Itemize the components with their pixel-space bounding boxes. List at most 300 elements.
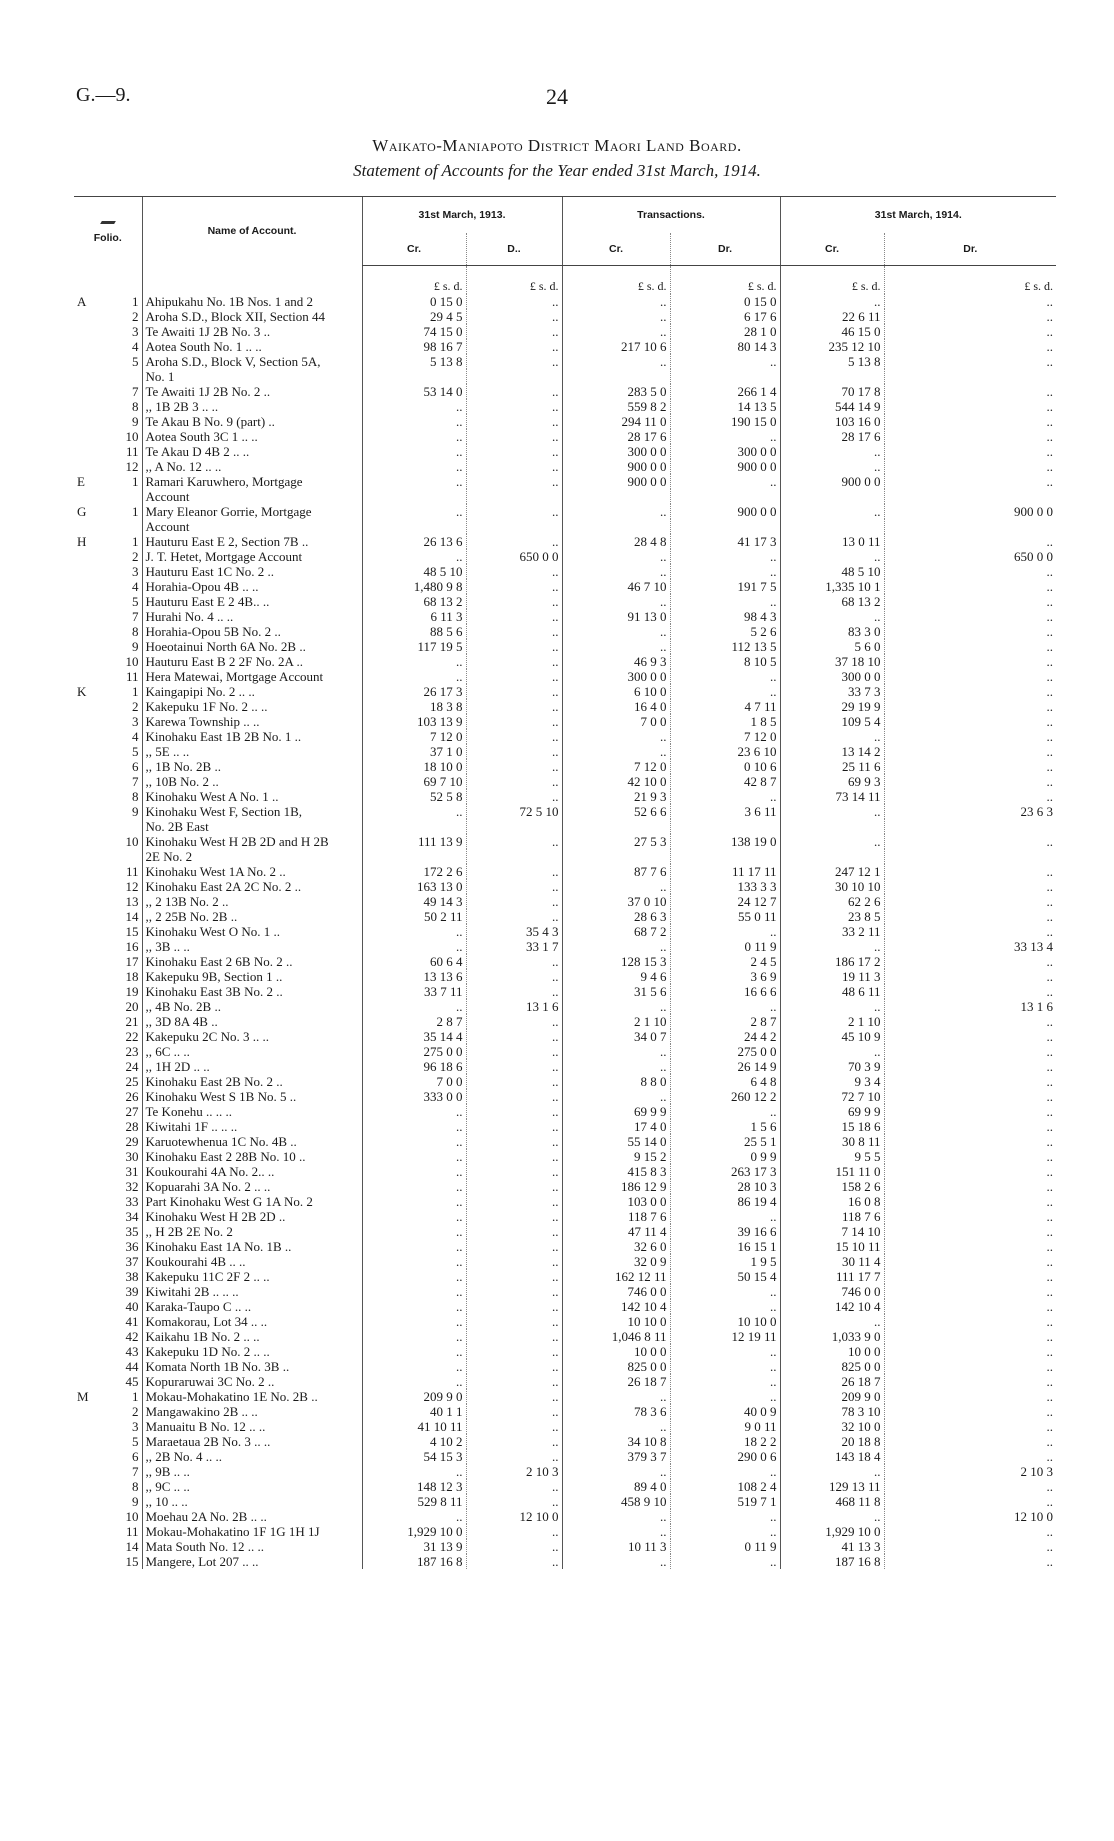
cr-1913-cell: 49 14 3 (362, 894, 466, 909)
cr-header-1913: Cr. (362, 233, 466, 266)
cr-transactions-cell: 300 0 0 (562, 444, 670, 459)
dr-1914-cell (884, 519, 1056, 534)
cr-1914-cell: 70 3 9 (780, 1059, 884, 1074)
cr-transactions-cell: 746 0 0 (562, 1284, 670, 1299)
table-row (74, 1404, 1056, 1419)
dr-header-1914: Dr. (884, 233, 1056, 266)
account-name-cell: Manuaitu B No. 12 .. .. (142, 1419, 362, 1434)
dr-transactions-cell: 86 19 4 (670, 1194, 780, 1209)
cr-1913-cell: 33 7 11 (362, 984, 466, 999)
account-name-cell: Koukourahi 4B .. .. (142, 1254, 362, 1269)
dr-1913-cell: .. (466, 1479, 562, 1494)
cr-1913-cell: 0 15 0 (362, 294, 466, 309)
cr-1914-cell: 235 12 10 (780, 339, 884, 354)
dr-1914-cell: .. (884, 459, 1056, 474)
dr-1914-cell: .. (884, 1014, 1056, 1029)
cr-1913-cell: .. (362, 1239, 466, 1254)
account-name-cell: ,, 3B .. .. (142, 939, 362, 954)
dr-1913-cell: .. (466, 1239, 562, 1254)
table-row (74, 1554, 1056, 1569)
table-row (74, 984, 1056, 999)
account-name-cell: Kiwitahi 2B .. .. .. (142, 1284, 362, 1299)
folio-number-cell (112, 819, 142, 834)
table-row (74, 1134, 1056, 1149)
cr-transactions-cell: 8 8 0 (562, 1074, 670, 1089)
dr-1913-cell: .. (466, 1494, 562, 1509)
dr-1913-cell: .. (466, 594, 562, 609)
folio-letter-cell: E (77, 474, 85, 489)
dr-1913-cell: .. (466, 894, 562, 909)
cr-1914-cell: 15 18 6 (780, 1119, 884, 1134)
cr-1913-cell: 96 18 6 (362, 1059, 466, 1074)
account-name-cell: Kiwitahi 1F .. .. .. (142, 1119, 362, 1134)
folio-number-cell: 39 (125, 1284, 139, 1299)
folio-number-cell: 36 (125, 1239, 139, 1254)
account-name-cell: Kinohaku East 2 28B No. 10 .. (142, 1149, 362, 1164)
dr-1913-cell: .. (466, 1419, 562, 1434)
dr-transactions-cell: .. (670, 474, 780, 489)
dr-1914-cell: .. (884, 579, 1056, 594)
dr-transactions-cell (670, 849, 780, 864)
cr-transactions-cell: 91 13 0 (562, 609, 670, 624)
dr-1914-cell: 650 0 0 (884, 549, 1056, 564)
accounts-table (74, 196, 1056, 1569)
dr-1913-cell: .. (466, 1359, 562, 1374)
table-row (74, 1239, 1056, 1254)
cr-1913-cell: .. (362, 1164, 466, 1179)
folio-letter-cell (74, 309, 112, 324)
cr-1913-cell: 333 0 0 (362, 1089, 466, 1104)
table-row (74, 1164, 1056, 1179)
cr-1914-cell: 746 0 0 (780, 1284, 884, 1299)
table-row (74, 939, 1056, 954)
table-row (74, 1449, 1056, 1464)
cr-1913-cell: 1,480 9 8 (362, 579, 466, 594)
cr-1913-cell: 37 1 0 (362, 744, 466, 759)
dr-transactions-cell: 39 16 6 (670, 1224, 780, 1239)
cr-1914-cell: 247 12 1 (780, 864, 884, 879)
table-row (74, 624, 1056, 639)
folio-letter-cell (74, 1014, 112, 1029)
dr-1914-cell: .. (884, 759, 1056, 774)
dr-1913-cell: .. (466, 1059, 562, 1074)
cr-transactions-cell: 17 4 0 (562, 1119, 670, 1134)
table-row (74, 1254, 1056, 1269)
account-name-cell: Mokau-Mohakatino 1E No. 2B .. (142, 1389, 362, 1404)
cr-transactions-cell: 32 0 9 (562, 1254, 670, 1269)
dr-1913-cell: .. (466, 1104, 562, 1119)
dr-1913-cell: .. (466, 1389, 562, 1404)
cr-1913-cell: 53 14 0 (362, 384, 466, 399)
cr-transactions-cell: 900 0 0 (562, 474, 670, 489)
folio-number-cell: 35 (125, 1224, 139, 1239)
account-name-cell: ,, 10B No. 2 .. (142, 774, 362, 789)
cr-1914-cell: 15 10 11 (780, 1239, 884, 1254)
dr-1914-cell (884, 819, 1056, 834)
dr-transactions-cell: .. (670, 1359, 780, 1374)
dr-1913-cell: .. (466, 879, 562, 894)
cr-transactions-cell: .. (562, 1524, 670, 1539)
dr-1914-cell: .. (884, 1224, 1056, 1239)
folio-number-cell: 5 (132, 1434, 139, 1449)
folio-number-cell: 9 (132, 414, 139, 429)
folio-number-cell: 10 (125, 429, 139, 444)
dr-transactions-cell: 41 17 3 (670, 534, 780, 549)
cr-transactions-cell: 34 0 7 (562, 1029, 670, 1044)
cr-1913-cell: .. (362, 399, 466, 414)
dr-1914-cell: .. (884, 1164, 1056, 1179)
cr-1914-cell: 29 19 9 (780, 699, 884, 714)
unit-label: £ s. d. (466, 266, 562, 295)
dr-1913-cell: .. (466, 1014, 562, 1029)
cr-transactions-cell: 379 3 7 (562, 1449, 670, 1464)
dr-1914-cell: .. (884, 879, 1056, 894)
cr-transactions-cell: .. (562, 624, 670, 639)
table-row (74, 864, 1056, 879)
cr-1913-cell: 5 13 8 (362, 354, 466, 369)
table-row (74, 774, 1056, 789)
account-name-cell: Kopuraruwai 3C No. 2 .. (142, 1374, 362, 1389)
dr-1913-cell: .. (466, 909, 562, 924)
dr-transactions-cell: 16 15 1 (670, 1239, 780, 1254)
dr-1914-cell: .. (884, 1359, 1056, 1374)
cr-1914-cell: 48 6 11 (780, 984, 884, 999)
folio-number-cell: 11 (125, 864, 139, 879)
folio-letter-cell (74, 414, 112, 429)
cr-header-transactions: Cr. (562, 233, 670, 266)
cr-transactions-cell: 46 7 10 (562, 579, 670, 594)
dr-1914-cell (884, 369, 1056, 384)
folio-letter-cell: K (77, 684, 87, 699)
dr-1914-cell: .. (884, 909, 1056, 924)
folio-number-cell: 31 (125, 1164, 139, 1179)
dr-1913-cell: .. (466, 984, 562, 999)
cr-1914-cell: .. (780, 294, 884, 309)
dr-1914-cell: .. (884, 624, 1056, 639)
cr-1914-cell: .. (780, 804, 884, 819)
dr-1914-cell: .. (884, 444, 1056, 459)
dr-1913-cell: .. (466, 1089, 562, 1104)
account-name-cell: Mata South No. 12 .. .. (142, 1539, 362, 1554)
cr-1914-cell: 69 9 3 (780, 774, 884, 789)
table-row (74, 1524, 1056, 1539)
account-name-cell: Komata North 1B No. 3B .. (142, 1359, 362, 1374)
cr-transactions-cell: .. (562, 639, 670, 654)
cr-1914-cell: 300 0 0 (780, 669, 884, 684)
table-row (74, 954, 1056, 969)
folio-letter-cell (74, 1434, 112, 1449)
dr-transactions-cell: .. (670, 1104, 780, 1119)
dr-1914-cell: .. (884, 864, 1056, 879)
dr-transactions-cell: 4 7 11 (670, 699, 780, 714)
dr-transactions-cell (670, 819, 780, 834)
account-name-cell: ,, 4B No. 2B .. (142, 999, 362, 1014)
folio-letter-cell (74, 1044, 112, 1059)
dr-transactions-cell: .. (670, 1374, 780, 1389)
cr-transactions-cell: .. (562, 504, 670, 519)
cr-1913-cell: .. (362, 924, 466, 939)
dr-transactions-cell: 1 8 5 (670, 714, 780, 729)
dr-1914-cell (884, 849, 1056, 864)
cr-transactions-cell: 31 5 6 (562, 984, 670, 999)
cr-1914-cell: .. (780, 504, 884, 519)
cr-1914-cell: 9 3 4 (780, 1074, 884, 1089)
dr-transactions-cell: .. (670, 999, 780, 1014)
dr-1913-cell (466, 519, 562, 534)
dr-1913-cell: .. (466, 414, 562, 429)
table-row (74, 804, 1056, 819)
dr-1914-cell: 23 6 3 (884, 804, 1056, 819)
table-row (74, 684, 1056, 699)
folio-letter-cell (74, 864, 112, 879)
folio-letter-cell (74, 834, 112, 849)
dr-header-1913: D.. (466, 233, 562, 266)
cr-1913-cell: 7 0 0 (362, 1074, 466, 1089)
dr-1913-cell: .. (466, 1164, 562, 1179)
folio-letter-cell (74, 1464, 112, 1479)
account-name-cell: Kakepuku 1D No. 2 .. .. (142, 1344, 362, 1359)
cr-transactions-cell: .. (562, 549, 670, 564)
account-name-cell: Kakepuku 1F No. 2 .. .. (142, 699, 362, 714)
table-row (74, 1029, 1056, 1044)
cr-1914-cell: 16 0 8 (780, 1194, 884, 1209)
dr-1913-cell: .. (466, 339, 562, 354)
dr-1913-cell: .. (466, 1194, 562, 1209)
cr-1913-cell: .. (362, 1359, 466, 1374)
table-row (74, 999, 1056, 1014)
table-row (74, 1539, 1056, 1554)
cr-transactions-cell: 37 0 10 (562, 894, 670, 909)
dr-1913-cell: .. (466, 429, 562, 444)
cr-1913-cell (362, 489, 466, 504)
cr-transactions-cell: .. (562, 1059, 670, 1074)
cr-1913-cell: .. (362, 1119, 466, 1134)
folio-number-cell: 2 (132, 309, 139, 324)
folio-letter-cell (74, 819, 112, 834)
cr-1914-cell: 78 3 10 (780, 1404, 884, 1419)
dr-1914-cell: .. (884, 714, 1056, 729)
cr-transactions-cell: 118 7 6 (562, 1209, 670, 1224)
dr-1913-cell: .. (466, 1044, 562, 1059)
cr-1914-cell: 20 18 8 (780, 1434, 884, 1449)
folio-letter-cell (74, 879, 112, 894)
table-row (74, 894, 1056, 909)
dash-mark (100, 221, 116, 224)
cr-1914-cell: 83 3 0 (780, 624, 884, 639)
cr-1913-cell: 209 9 0 (362, 1389, 466, 1404)
dr-1913-cell: .. (466, 1029, 562, 1044)
account-name-cell: Te Awaiti 1J 2B No. 2 .. (142, 384, 362, 399)
dr-1913-cell: .. (466, 789, 562, 804)
folio-number-cell: 8 (132, 1479, 139, 1494)
dr-1913-cell: .. (466, 744, 562, 759)
cr-1914-cell: 33 2 11 (780, 924, 884, 939)
cr-1914-cell: 9 5 5 (780, 1149, 884, 1164)
dr-1913-cell: .. (466, 759, 562, 774)
cr-transactions-cell: .. (562, 729, 670, 744)
dr-1913-cell: .. (466, 969, 562, 984)
cr-1914-cell: 70 17 8 (780, 384, 884, 399)
table-row (74, 489, 1056, 504)
cr-1913-cell: 88 5 6 (362, 624, 466, 639)
table-row (74, 339, 1056, 354)
folio-number-cell: 1 (132, 684, 139, 699)
folio-number-cell: 20 (125, 999, 139, 1014)
cr-1913-cell: 29 4 5 (362, 309, 466, 324)
dr-1914-cell: .. (884, 744, 1056, 759)
unit-label: £ s. d. (780, 266, 884, 295)
cr-transactions-cell: .. (562, 354, 670, 369)
account-name-cell: Hauturu East 1C No. 2 .. (142, 564, 362, 579)
account-name-cell: Mary Eleanor Gorrie, Mortgage (142, 504, 362, 519)
folio-number-cell: 14 (125, 909, 139, 924)
account-name-cell: Te Akau D 4B 2 .. .. (142, 444, 362, 459)
dr-1914-cell: .. (884, 399, 1056, 414)
account-name-cell: Horahia-Opou 5B No. 2 .. (142, 624, 362, 639)
folio-number-cell: 33 (125, 1194, 139, 1209)
folio-letter-cell (74, 954, 112, 969)
cr-1914-cell: 72 7 10 (780, 1089, 884, 1104)
table-row (74, 369, 1056, 384)
table-row (74, 519, 1056, 534)
dr-1913-cell (466, 819, 562, 834)
folio-letter-cell (74, 489, 112, 504)
cr-1913-cell: .. (362, 1104, 466, 1119)
dr-1914-cell: .. (884, 834, 1056, 849)
dr-1913-cell: .. (466, 1149, 562, 1164)
cr-1913-cell: .. (362, 1269, 466, 1284)
account-name-cell: Aroha S.D., Block V, Section 5A, (142, 354, 362, 369)
folio-letter-cell (74, 1059, 112, 1074)
cr-1913-cell: .. (362, 669, 466, 684)
cr-transactions-cell: .. (562, 294, 670, 309)
folio-number-cell: 45 (125, 1374, 139, 1389)
dr-1914-cell: .. (884, 384, 1056, 399)
unit-row (74, 266, 1056, 295)
folio-letter-cell (74, 579, 112, 594)
folio-letter-cell (74, 1494, 112, 1509)
dr-1913-cell: .. (466, 1119, 562, 1134)
dr-1914-cell: .. (884, 984, 1056, 999)
folio-letter-cell (74, 1149, 112, 1164)
dr-1914-cell: .. (884, 1404, 1056, 1419)
folio-letter-cell (74, 1224, 112, 1239)
folio-letter-cell (74, 1104, 112, 1119)
table-row (74, 609, 1056, 624)
account-name-cell: Aotea South 3C 1 .. .. (142, 429, 362, 444)
cr-1914-cell (780, 489, 884, 504)
folio-number-cell: 8 (132, 789, 139, 804)
folio-letter-cell (74, 744, 112, 759)
cr-1913-cell: .. (362, 1179, 466, 1194)
cr-1913-cell: 35 14 4 (362, 1029, 466, 1044)
cr-1913-cell: 117 19 5 (362, 639, 466, 654)
dr-transactions-cell: 3 6 9 (670, 969, 780, 984)
folio-letter-cell (74, 519, 112, 534)
cr-transactions-cell: 16 4 0 (562, 699, 670, 714)
cr-1914-cell: 103 16 0 (780, 414, 884, 429)
dr-transactions-cell: .. (670, 354, 780, 369)
dr-transactions-cell: 263 17 3 (670, 1164, 780, 1179)
dr-1914-cell: .. (884, 1314, 1056, 1329)
dr-1913-cell: .. (466, 474, 562, 489)
dr-1914-cell: .. (884, 774, 1056, 789)
cr-1914-cell: 151 11 0 (780, 1164, 884, 1179)
folio-number-cell: 2 (132, 1404, 139, 1419)
folio-letter-cell (74, 399, 112, 414)
folio-letter-cell (74, 759, 112, 774)
folio-number-cell: 11 (125, 669, 139, 684)
dr-1913-cell: .. (466, 1074, 562, 1089)
board-title: Waikato-Maniapoto District Maori Land Board. (372, 136, 742, 155)
cr-transactions-cell: 28 6 3 (562, 909, 670, 924)
cr-1914-cell: 32 10 0 (780, 1419, 884, 1434)
folio-letter-cell (74, 429, 112, 444)
cr-transactions-cell: 2 1 10 (562, 1014, 670, 1029)
table-row (74, 744, 1056, 759)
folio-letter-cell (74, 714, 112, 729)
table-row (74, 504, 1056, 519)
dr-1913-cell: .. (466, 774, 562, 789)
cr-transactions-cell: .. (562, 309, 670, 324)
dr-1913-cell: .. (466, 504, 562, 519)
document-reference: G.—9. (76, 84, 131, 106)
table-row (74, 924, 1056, 939)
cr-transactions-cell: .. (562, 1509, 670, 1524)
table-row (74, 1104, 1056, 1119)
folio-letter-cell (74, 1539, 112, 1554)
folio-number-cell: 19 (125, 984, 139, 999)
cr-1913-cell: 18 10 0 (362, 759, 466, 774)
dr-transactions-cell: 2 4 5 (670, 954, 780, 969)
account-name-cell: No. 2B East (142, 819, 362, 834)
dr-transactions-cell (670, 369, 780, 384)
folio-letter-cell: H (77, 534, 87, 549)
folio-number-cell: 1 (132, 1389, 139, 1404)
cr-transactions-cell: 186 12 9 (562, 1179, 670, 1194)
table-row (74, 309, 1056, 324)
folio-number-cell: 5 (132, 354, 139, 369)
cr-1914-cell: 187 16 8 (780, 1554, 884, 1569)
dr-1914-cell: .. (884, 1074, 1056, 1089)
dr-1914-cell: .. (884, 1299, 1056, 1314)
folio-letter-cell (74, 1449, 112, 1464)
cr-1913-cell: .. (362, 414, 466, 429)
cr-1913-cell: 275 0 0 (362, 1044, 466, 1059)
dr-transactions-cell: 7 12 0 (670, 729, 780, 744)
folio-number-cell: 5 (132, 594, 139, 609)
dr-1913-cell: 2 10 3 (466, 1464, 562, 1479)
folio-header: Folio. (74, 197, 142, 266)
cr-1913-cell: 48 5 10 (362, 564, 466, 579)
cr-transactions-cell: 26 18 7 (562, 1374, 670, 1389)
dr-1913-cell: .. (466, 654, 562, 669)
folio-letter-cell (74, 729, 112, 744)
table-row (74, 714, 1056, 729)
cr-1913-cell: .. (362, 1209, 466, 1224)
dr-transactions-cell: 5 2 6 (670, 624, 780, 639)
cr-transactions-cell: 10 10 0 (562, 1314, 670, 1329)
dr-transactions-cell: 98 4 3 (670, 609, 780, 624)
folio-number-cell: 9 (132, 1494, 139, 1509)
cr-1914-cell: 158 2 6 (780, 1179, 884, 1194)
dr-1914-cell: .. (884, 789, 1056, 804)
cr-transactions-cell: 32 6 0 (562, 1239, 670, 1254)
cr-1914-cell: 28 17 6 (780, 429, 884, 444)
dr-transactions-cell: 191 7 5 (670, 579, 780, 594)
cr-transactions-cell: 28 4 8 (562, 534, 670, 549)
folio-letter-cell (74, 774, 112, 789)
